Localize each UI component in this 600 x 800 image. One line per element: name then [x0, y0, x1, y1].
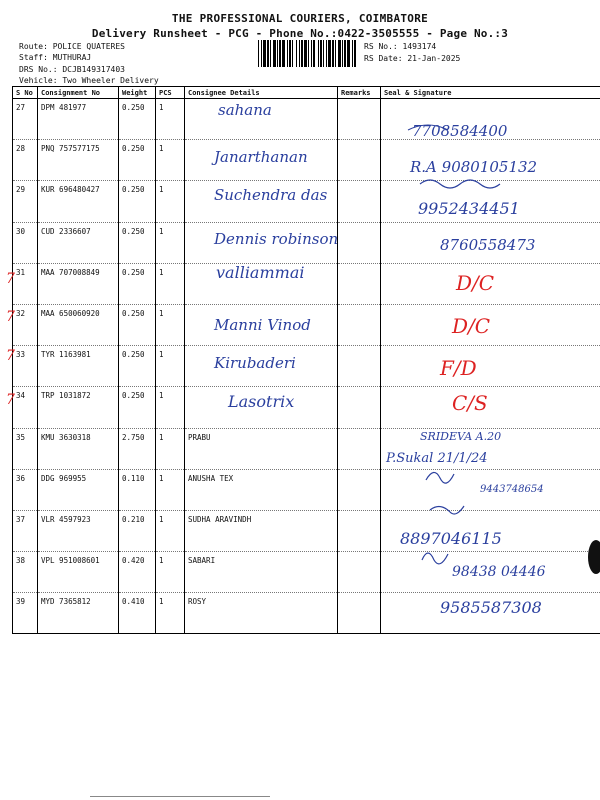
cell-pcs: 1: [156, 510, 185, 551]
cell-pcs: 1: [156, 304, 185, 345]
cell-consignee: PRABU: [185, 428, 338, 469]
cell-sno: 36: [13, 469, 38, 510]
signature: 7708584400: [412, 122, 508, 140]
cell-weight: 0.110: [119, 469, 156, 510]
cell-consignment: CUD 2336607: [38, 222, 119, 263]
col-remarks: Remarks: [338, 87, 381, 99]
handwritten-name: Dennis robinson: [214, 230, 339, 248]
cell-pcs: 1: [156, 222, 185, 263]
handwritten-name: Manni Vinod: [214, 316, 311, 334]
cell-consignment: TRP 1031872: [38, 387, 119, 428]
cell-weight: 0.250: [119, 181, 156, 222]
col-sno: S No: [13, 87, 38, 99]
margin-mark: 7: [6, 392, 15, 408]
cell-pcs: 1: [156, 181, 185, 222]
cell-consignee: SABARI: [185, 552, 338, 593]
rs-number: RS No.: 1493174: [364, 42, 437, 51]
remark-fd: F/D: [440, 356, 477, 380]
handwritten-name: Janarthanan: [214, 148, 308, 166]
cell-sno: 38: [13, 552, 38, 593]
handwritten-name: valliammai: [216, 263, 305, 282]
cell-consignee: ROSY: [185, 593, 338, 634]
cell-sno: 35: [13, 428, 38, 469]
handwritten-name: sahana: [218, 101, 272, 119]
cell-weight: 0.250: [119, 140, 156, 181]
cell-pcs: 1: [156, 99, 185, 140]
col-consignee: Consignee Details: [185, 87, 338, 99]
cell-weight: 0.420: [119, 552, 156, 593]
cell-consignment: MYD 7365812: [38, 593, 119, 634]
margin-mark: 7: [6, 348, 15, 364]
cell-consignment: TYR 1163981: [38, 346, 119, 387]
cell-consignment: PNQ 757577175: [38, 140, 119, 181]
signature: 98438 04446: [452, 564, 546, 580]
cell-consignment: DDG 969955: [38, 469, 119, 510]
margin-mark: 7: [6, 271, 15, 287]
cell-sno: 33: [13, 346, 38, 387]
signature: 9952434451: [418, 199, 520, 218]
col-pcs: PCS: [156, 87, 185, 99]
cell-weight: 0.410: [119, 593, 156, 634]
signature: 8760558473: [440, 236, 536, 254]
company-title: THE PROFESSIONAL COURIERS, COIMBATORE: [171, 12, 429, 25]
cell-sno: 39: [13, 593, 38, 634]
seal-stamp: SRIDEVA A.20: [420, 430, 502, 443]
cell-sno: 30: [13, 222, 38, 263]
cell-consignee: ANUSHA TEX: [185, 469, 338, 510]
col-consignment: Consignment No: [38, 87, 119, 99]
signature: 9443748654: [480, 484, 544, 495]
cell-consignment: DPM 481977: [38, 99, 119, 140]
cell-consignment: KMU 3630318: [38, 428, 119, 469]
cell-pcs: 1: [156, 346, 185, 387]
signature: P.Sukal 21/1/24: [386, 451, 488, 466]
cell-pcs: 1: [156, 552, 185, 593]
cell-pcs: 1: [156, 469, 185, 510]
cell-weight: 2.750: [119, 428, 156, 469]
signature: 9585587308: [440, 598, 542, 617]
remark-dc: D/C: [452, 314, 491, 338]
remark-cs: C/S: [452, 391, 488, 415]
col-signature: Seal & Signature: [381, 87, 600, 99]
cell-consignment: KUR 696480427: [38, 181, 119, 222]
remark-dc: D/C: [456, 271, 495, 295]
handwritten-name: Kirubaderi: [214, 354, 296, 372]
cell-sno: 32: [13, 304, 38, 345]
col-weight: Weight: [119, 87, 156, 99]
cell-pcs: 1: [156, 387, 185, 428]
cell-sno: 28: [13, 140, 38, 181]
cell-consignment: MAA 707008849: [38, 263, 119, 304]
cell-consignment: MAA 650060920: [38, 304, 119, 345]
signature: 8897046115: [400, 529, 502, 548]
cell-sno: 27: [13, 99, 38, 140]
cell-pcs: 1: [156, 593, 185, 634]
cell-pcs: 1: [156, 263, 185, 304]
runsheet-subtitle: Delivery Runsheet - PCG - Phone No.:0422-3505555 - Page No.:3: [91, 27, 509, 40]
cell-pcs: 1: [156, 140, 185, 181]
bottom-rule: [90, 796, 270, 797]
route-text: Route: POLICE QUATERES: [19, 42, 125, 51]
vehicle-text: Vehicle: Two Wheeler Delivery: [19, 76, 159, 85]
cell-sno: 31: [13, 263, 38, 304]
cell-weight: 0.250: [119, 304, 156, 345]
cell-weight: 0.210: [119, 510, 156, 551]
cell-weight: 0.250: [119, 222, 156, 263]
cell-sno: 29: [13, 181, 38, 222]
cell-weight: 0.250: [119, 346, 156, 387]
cell-weight: 0.250: [119, 99, 156, 140]
cell-consignment: VPL 951008601: [38, 552, 119, 593]
cell-consignee: SUDHA ARAVINDH: [185, 510, 338, 551]
handwritten-name: Lasotrix: [228, 392, 295, 411]
drs-number: DRS No.: DCJB149317403: [19, 65, 125, 74]
rs-date: RS Date: 21-Jan-2025: [364, 54, 461, 63]
cell-weight: 0.250: [119, 263, 156, 304]
handwritten-name: Suchendra das: [214, 186, 328, 204]
scan-smudge: [588, 540, 600, 574]
cell-weight: 0.250: [119, 387, 156, 428]
cell-sno: 34: [13, 387, 38, 428]
cell-pcs: 1: [156, 428, 185, 469]
cell-sno: 37: [13, 510, 38, 551]
signature: R.A 9080105132: [410, 158, 538, 176]
margin-mark: 7: [6, 309, 15, 325]
cell-consignment: VLR 4597923: [38, 510, 119, 551]
staff-text: Staff: MUTHURAJ: [19, 53, 92, 62]
